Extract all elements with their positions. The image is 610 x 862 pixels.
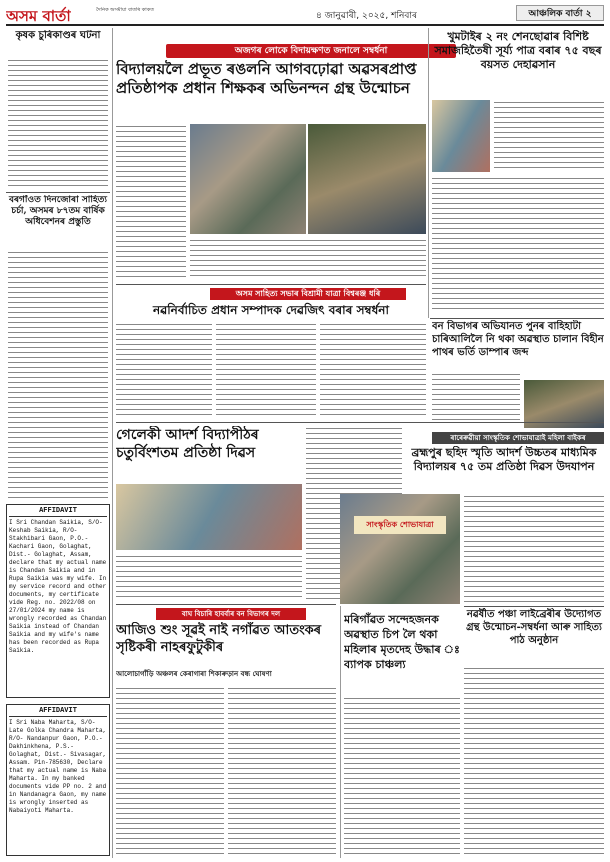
story-body-text [8, 58, 108, 188]
column-divider [112, 28, 113, 858]
dumper-photo [524, 380, 604, 428]
girls-kicker: ৰাৰেৰুৱীয়া সাংস্কৃতিক শোভাযাত্ৰাই মহিলা বাইকৰ [432, 432, 604, 444]
affidavit-box [6, 704, 110, 856]
lead-headline: বিদ্যালয়লৈ প্ৰভূত ৰঙলনি আগবঢ়োৱা অৱসৰপ্ৰাপ্ত প্ৰতিষ্ঠাপক প্ৰধান শিক্ষকৰ অভিনন্দন গ্ৰন্থ উন্মোচন [116, 60, 417, 97]
affidavit-title: AFFIDAVIT [9, 507, 107, 517]
section-label: আঞ্চলিক বাৰ্তা ২ [516, 5, 604, 21]
forest-body-text [432, 372, 520, 422]
left-column [6, 28, 110, 858]
lead-body-text [116, 124, 186, 280]
divider [116, 422, 604, 423]
story-body-text [8, 250, 108, 498]
divider [116, 284, 426, 285]
divider [464, 606, 604, 607]
obituary-body-text [494, 100, 604, 172]
mid-headline: নৱনিৰ্বাচিত প্ৰধান সম্পাদক দেৱজিৎ বৰাৰ সম্বৰ্ধনা [153, 303, 389, 317]
lead-photo [308, 124, 426, 234]
page-number: ২ [585, 9, 592, 19]
mid-kicker: অসম সাহিত্য সভাৰ বিশ্ৰামী যাত্ৰা বিশ্বৰঞ্জ ধৰি [210, 288, 406, 300]
tiger-body-text [116, 686, 224, 858]
column-divider [340, 606, 341, 858]
mid-body-text [116, 322, 212, 418]
divider [6, 192, 110, 193]
parade-banner: সাংস্কৃতিক শোভাযাত্ৰা [354, 516, 446, 534]
girls-body-text [464, 494, 604, 604]
tiger-body-text [228, 686, 336, 858]
mid-body-text [216, 322, 316, 418]
lead-photo [190, 124, 306, 234]
affidavit-box [6, 504, 110, 698]
portrait-photo [432, 100, 490, 172]
library-body-text [464, 666, 604, 858]
school-photo [116, 484, 302, 550]
issue-date: ৪ জানুৱাৰী, ২০২৫, শনিবাৰ [316, 11, 418, 21]
story-headline: বৰগাঁওত দিনজোৰা সাহিত্য চৰ্চা, অসমৰ ৮৭তম বাৰ্ষিক অধিবেশনৰ প্ৰস্তুতি [8, 195, 108, 227]
divider [116, 604, 336, 605]
tiger-headline: আজিও শুং সূৱই নাই নগাঁৱত আতংকৰ সৃষ্টিকৰী নাহৰফুটুকীৰ [116, 623, 322, 655]
obituary-headline: খুমটাইৰ ২ নং শেনছোৱাৰ বিশিষ্ট সমাজহিতৈষী সূৰ্য্য পাত্ৰ বৰাৰ ৭৫ বছৰ বয়সত দেহাৱসান [434, 30, 602, 71]
newspaper-logo: অসম বাৰ্তা [6, 7, 71, 25]
story-headline: কৃষক চুৰিকাণ্ডৰ ঘটনা [15, 30, 101, 41]
death-body-text [344, 696, 460, 858]
column-divider [428, 28, 429, 318]
affidavit-text: I Sri Naba Maharta, S/O- Late Golka Chandra Maharta, R/O- Nandanpur Gaon, P.O.- Dakhinkhena, P.S.- Golaghat, Dist.- Sivasagar, Assam. Pin-785630, Declare that my actual name is Naba Maharta. In my banked documents vide PP no. 2 and in Nandanagra Gaon, my name is wrongly inserted as Nabaiyoti Maharta. [9, 719, 107, 814]
tiger-subhead: আলোচাগাঁড়ি অঞ্চলৰ কেৰাগাৰা শিকাৰুড়ান বন্ধ ঘোষণা [116, 670, 272, 678]
school-body-text [116, 554, 302, 600]
mid-body-text [320, 322, 426, 418]
tiger-kicker: বাঘ বিচাৰি হাবৰ্বাৰ বন বিভাগৰ দল [156, 608, 306, 620]
obituary-body-text [432, 176, 604, 312]
girls-headline: ব্ৰহ্মপুৰ ছহিদ স্মৃতি আদৰ্শ উচ্চতৰ মাধ্যমিক বিদ্যালয়ৰ ৭৫ তম প্ৰতিষ্ঠা দিৱস উদযাপন [411, 446, 597, 473]
lead-body-text [190, 238, 426, 280]
affidavit-title: AFFIDAVIT [9, 707, 107, 717]
divider [430, 318, 604, 319]
school-headline: গেলেকী আদৰ্শ বিদ্যাপীঠৰ চতুৰ্বিংশতম প্ৰতিষ্ঠা দিৱস [116, 427, 259, 461]
affidavit-text: I Sri Chandan Saikia, S/O- Keshab Saikia, R/O- Stakhibari Gaon, P.O.- Kachari Gaon, Golaghat, Dist.- Golaghat, Assam, declare that my actual name is Chandan Saikia and in Rupa Saikia was my wife. In my service record and other documents, my certificate vide Reg. no. 2022/08 on 27/01/2024 my name is wrongly recorded as Chandan Saikia instead of Chandan Saikia and my wife's name has been recorded as Rupa Saikia. [9, 519, 107, 654]
library-headline: নৱৰ্ষীত পঞ্চা লাইব্ৰেৰীৰ উদ্যোগত গ্ৰন্থ উন্মোচন-সম্বৰ্ধনা আৰু সাহিত্য পাঠ অনুষ্ঠান [466, 609, 602, 646]
masthead-tagline: দৈনিক অসমীয়া বাতৰি কাকত [96, 7, 154, 13]
forest-headline: বন বিভাগৰ অভিযানত পুনৰ বাহিহাটা চাৰিআলিলৈ নি থকা অৱস্থাত চালান বিহীন পাথৰ ভৰ্তি ডাম্পাৰ জব্দ [432, 321, 604, 358]
parade-photo [340, 494, 460, 604]
death-headline: মৰিগাঁৱত সন্দেহজনক অৱস্থাত চিপ লৈ থকা মহিলাৰ মৃতদেহ উদ্ধাৰ ঃ ব্যাপক চাঞ্চল্য [344, 613, 460, 671]
lead-kicker: অজগৰ লোকে বিদায়ক্ষণত জনালে সম্বৰ্ধনা [166, 44, 456, 58]
